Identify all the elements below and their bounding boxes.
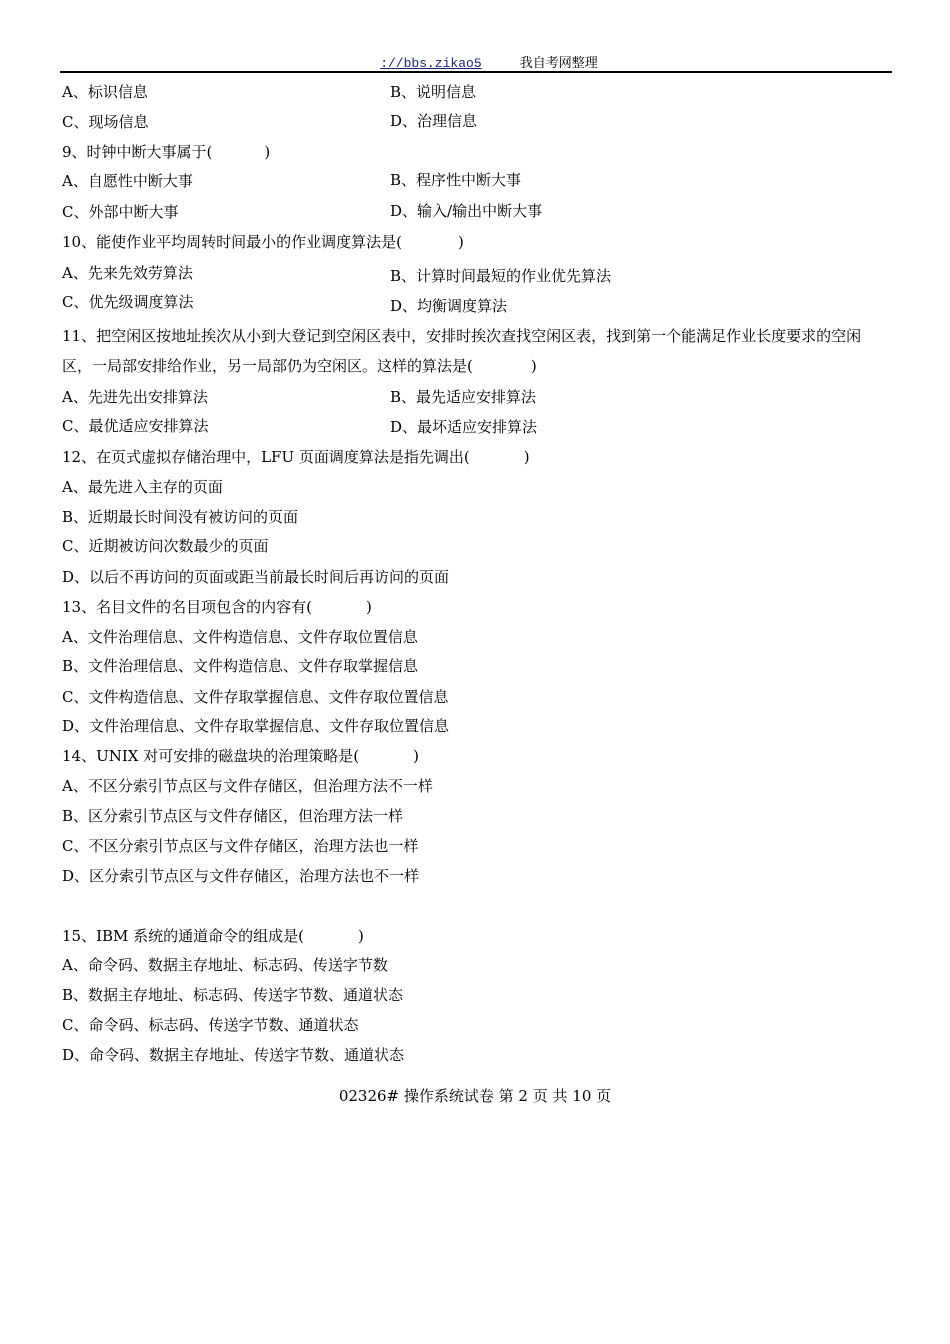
q9-close-paren: ) — [264, 143, 271, 161]
q8-option-d: D、治理信息 — [390, 112, 478, 130]
q11-stem — [62, 321, 882, 381]
q13-option-d: D、文件治理信息、文件存取掌握信息、文件存取位置信息 — [62, 717, 450, 735]
q14-stem-text: 14、UNIX 对可安排的磁盘块的治理策略是( — [62, 747, 360, 765]
q13-option-a: A、文件治理信息、文件构造信息、文件存取位置信息 — [62, 628, 418, 646]
q15-option-a: A、命令码、数据主存地址、标志码、传送字节数 — [62, 956, 388, 974]
q15-option-b: B、数据主存地址、标志码、传送字节数、通道状态 — [62, 986, 404, 1004]
q11-option-a: A、先进先出安排算法 — [62, 388, 208, 406]
q12-stem — [62, 447, 530, 467]
q10-stem — [62, 232, 464, 252]
q15-stem-text: 15、IBM 系统的通道命令的组成是( — [62, 927, 305, 945]
q11-option-c: C、最优适应安排算法 — [62, 417, 209, 435]
q15-close-paren: ) — [358, 927, 364, 945]
q12-close-paren: ) — [523, 448, 530, 466]
q14-close-paren: ) — [413, 747, 419, 765]
q14-option-d: D、区分索引节点区与文件存储区，治理方法也不一样 — [62, 867, 420, 885]
header-url[interactable]: ://bbs.zikao5 — [380, 56, 482, 71]
q9-stem — [62, 142, 270, 162]
page-footer: 02326# 操作系统试卷 第 2 页 共 10 页 — [338, 1087, 612, 1105]
q9-option-d: D、输入/输出中断大事 — [390, 202, 543, 220]
q10-option-b: B、计算时间最短的作业优先算法 — [390, 267, 612, 285]
q14-option-a: A、不区分索引节点区与文件存储区，但治理方法不一样 — [62, 777, 433, 795]
q13-stem-text: 13、名目文件的名目项包含的内容有( — [62, 598, 312, 616]
q13-option-b: B、文件治理信息、文件构造信息、文件存取掌握信息 — [62, 657, 419, 675]
q12-stem-text: 12、在页式虚拟存储治理中，LFU 页面调度算法是指先调出( — [62, 448, 470, 466]
q12-option-a: A、最先进入主存的页面 — [62, 478, 223, 496]
header-site-name: 我自考网整理 — [519, 56, 598, 71]
header-rule — [60, 71, 892, 73]
q11-close-paren: ) — [530, 357, 537, 375]
q10-option-d: D、均衡调度算法 — [390, 297, 508, 315]
q10-stem-text: 10、能使作业平均周转时间最小的作业调度算法是( — [62, 233, 402, 251]
q11-option-b: B、最先适应安排算法 — [390, 388, 537, 406]
q9-option-a: A、自愿性中断大事 — [62, 172, 193, 190]
q13-close-paren: ) — [365, 598, 372, 616]
q9-stem-text: 9、时钟中断大事属于( — [62, 143, 213, 161]
q10-close-paren: ) — [457, 233, 464, 251]
q8-option-a: A、标识信息 — [62, 83, 148, 101]
q10-option-a: A、先来先效劳算法 — [62, 264, 193, 282]
q12-option-c: C、近期被访问次数最少的页面 — [62, 537, 269, 555]
q12-option-d: D、以后不再访问的页面或距当前最长时间后再访问的页面 — [62, 568, 450, 586]
q14-stem — [62, 746, 419, 766]
q11-option-d: D、最坏适应安排算法 — [390, 418, 538, 436]
q13-stem — [62, 597, 372, 617]
q15-option-d: D、命令码、数据主存地址、传送字节数、通道状态 — [62, 1046, 405, 1064]
q8-option-c: C、现场信息 — [62, 113, 149, 131]
q9-option-c: C、外部中断大事 — [62, 203, 179, 221]
q8-option-b: B、说明信息 — [390, 83, 477, 101]
q10-option-c: C、优先级调度算法 — [62, 293, 194, 311]
q13-option-c: C、文件构造信息、文件存取掌握信息、文件存取位置信息 — [62, 688, 449, 706]
q11-stem-text: 11、把空闲区按地址挨次从小到大登记到空闲区表中，安排时挨次查找空闲区表，找到第一个能满足作业长度要求的空闲区，一局部安排给作业，另一局部仍为空闲区。这样的算法是( — [62, 327, 862, 375]
page-header — [60, 52, 892, 72]
q9-option-b: B、程序性中断大事 — [390, 171, 522, 189]
q15-option-c: C、命令码、标志码、传送字节数、通道状态 — [62, 1016, 359, 1034]
q15-stem — [62, 926, 364, 946]
q14-option-c: C、不区分索引节点区与文件存储区，治理方法也一样 — [62, 837, 419, 855]
q14-option-b: B、区分索引节点区与文件存储区，但治理方法一样 — [62, 807, 404, 825]
q12-option-b: B、近期最长时间没有被访问的页面 — [62, 508, 299, 526]
